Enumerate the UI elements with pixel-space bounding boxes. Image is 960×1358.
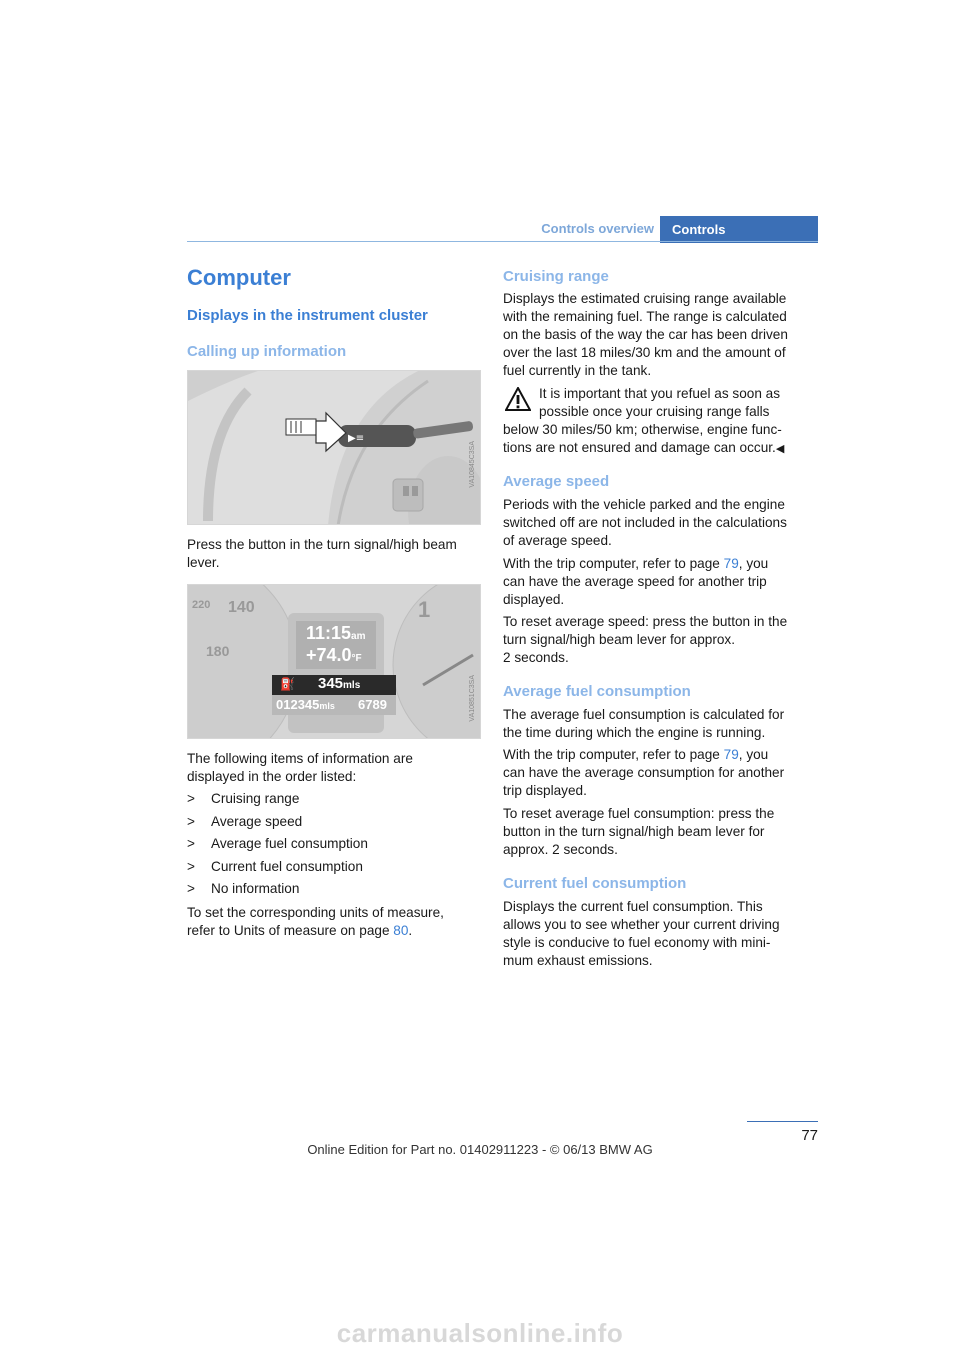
paragraph-line: of average speed. <box>503 533 612 548</box>
list-item <box>187 836 368 851</box>
bullet-mark: > <box>187 814 195 829</box>
warning-icon <box>505 387 531 411</box>
paragraph-line: can have the average speed for another trip <box>503 574 767 589</box>
watermark: carmanualsonline.info <box>336 1318 624 1348</box>
dial-label: 180 <box>206 643 230 659</box>
list-item <box>187 791 299 806</box>
current-fuel-heading: Current fuel consumption <box>503 875 687 892</box>
svg-text:▶≡: ▶≡ <box>348 433 365 444</box>
paragraph-line: approx. 2 seconds. <box>503 842 618 857</box>
cluster-range: 345 <box>318 675 344 692</box>
page-number: 77 <box>801 1127 818 1144</box>
units-text-line-2: refer to Units of measure on page <box>187 923 394 938</box>
page-79-link[interactable]: 79 <box>723 747 739 762</box>
edition-footer: Online Edition for Part no. 01402911223 - © 06/13 BMW AG <box>307 1142 653 1157</box>
paragraph-line: the time during which the engine is running. <box>503 725 766 740</box>
cluster-time: 11:15 <box>306 623 352 643</box>
list-item <box>187 814 302 829</box>
dial-label: 220 <box>192 599 211 611</box>
warning-line: It is important that you refuel as soon as <box>539 386 781 401</box>
bullet-mark: > <box>187 881 195 896</box>
end-of-warning-mark: ◀ <box>775 443 785 455</box>
page-80-link[interactable]: 80 <box>393 923 409 938</box>
warning-line: tions are not ensured and damage can occur. <box>503 440 776 455</box>
paragraph-line: trip displayed. <box>503 783 587 798</box>
paragraph-line: With the trip computer, refer to page <box>503 556 724 571</box>
paragraph-line: To reset average speed: press the button in the <box>503 614 788 629</box>
dial-label: 1 <box>418 597 431 622</box>
paragraph-line: allows you to see whether your current driving <box>503 917 780 932</box>
cluster-time-suffix: am <box>351 631 366 642</box>
paragraph-line: switched off are not included in the calculations <box>503 515 787 530</box>
lever-illustration <box>188 371 481 525</box>
paragraph-line: can have the average consumption for another <box>503 765 785 780</box>
cruising-range-heading: Cruising range <box>503 268 609 285</box>
list-item-label: Current fuel consumption <box>211 859 363 874</box>
paragraph-line: mum exhaust emissions. <box>503 953 653 968</box>
list-item <box>187 881 299 896</box>
paragraph-line: Displays the estimated cruising range available <box>503 291 787 306</box>
units-text-line-1: To set the corresponding units of measure, <box>187 905 444 920</box>
paragraph-line: over the last 18 miles/30 km and the amount of <box>503 345 786 360</box>
paragraph-line: style is conducive to fuel economy with mini- <box>503 935 771 950</box>
paragraph-line: , you <box>738 747 769 762</box>
figure-code: VA10845C3SA <box>469 441 476 488</box>
dial-label: 140 <box>228 599 255 616</box>
fuel-pump-icon: ⛽ <box>280 677 295 691</box>
cluster-odometer: 012345 <box>276 697 320 712</box>
section-heading: Displays in the instrument cluster <box>187 307 428 324</box>
page-title: Computer <box>187 265 291 290</box>
list-item-label: Average fuel consumption <box>211 836 368 851</box>
header-rule <box>187 241 818 242</box>
figure-code: VA10851C3SA <box>469 675 476 722</box>
average-speed-heading: Average speed <box>503 473 610 490</box>
header-chapter-tab: Controls <box>660 216 818 243</box>
paragraph-line: With the trip computer, refer to page <box>503 747 724 762</box>
list-item-label: Average speed <box>211 814 303 829</box>
press-text-line-1: Press the button in the turn signal/high beam <box>187 537 457 552</box>
cluster-range-unit: mls <box>343 680 361 691</box>
bullet-mark: > <box>187 836 195 851</box>
paragraph-line: button in the turn signal/high beam lever for <box>503 824 765 839</box>
paragraph-line: 2 seconds. <box>503 650 569 665</box>
paragraph-line: Periods with the vehicle parked and the engine <box>503 497 785 512</box>
list-item-label: Cruising range <box>211 791 300 806</box>
units-text-end: . <box>408 923 413 938</box>
paragraph-line: on the basis of the way the car has been driven <box>503 327 788 342</box>
bullet-mark: > <box>187 791 195 806</box>
bullet-mark: > <box>187 859 195 874</box>
paragraph-line: To reset average fuel consumption: press the <box>503 806 775 821</box>
paragraph-line: with the remaining fuel. The range is calculated <box>503 309 787 324</box>
footer-rule <box>747 1121 818 1122</box>
warning-line: possible once your cruising range falls <box>539 404 770 419</box>
warning-line: below 30 miles/50 km; otherwise, engine func- <box>503 422 782 437</box>
instrument-cluster-figure <box>187 584 481 739</box>
lever-figure <box>187 370 481 525</box>
cluster-temperature: +74.0 <box>306 645 352 665</box>
items-intro-line-2: displayed in the order listed: <box>187 769 357 784</box>
paragraph-line: turn signal/high beam lever for approx. <box>503 632 735 647</box>
header-section-title: Controls overview <box>541 221 654 236</box>
paragraph-line: displayed. <box>503 592 565 607</box>
subsection-heading: Calling up information <box>187 343 347 360</box>
cluster-odometer-unit: mls <box>319 701 335 711</box>
paragraph-line: , you <box>738 556 769 571</box>
items-intro-line-1: The following items of information are <box>187 751 413 766</box>
average-fuel-heading: Average fuel consumption <box>503 683 691 700</box>
cluster-temp-unit: °F <box>351 653 362 664</box>
page-79-link[interactable]: 79 <box>723 556 739 571</box>
list-item <box>187 859 363 874</box>
list-item-label: No information <box>211 881 300 896</box>
paragraph-line: fuel currently in the tank. <box>503 363 652 378</box>
cluster-trip: 6789 <box>358 697 387 712</box>
paragraph-line: The average fuel consumption is calculated for <box>503 707 785 722</box>
paragraph-line: Displays the current fuel consumption. This <box>503 899 763 914</box>
press-text-line-2: lever. <box>187 555 220 570</box>
